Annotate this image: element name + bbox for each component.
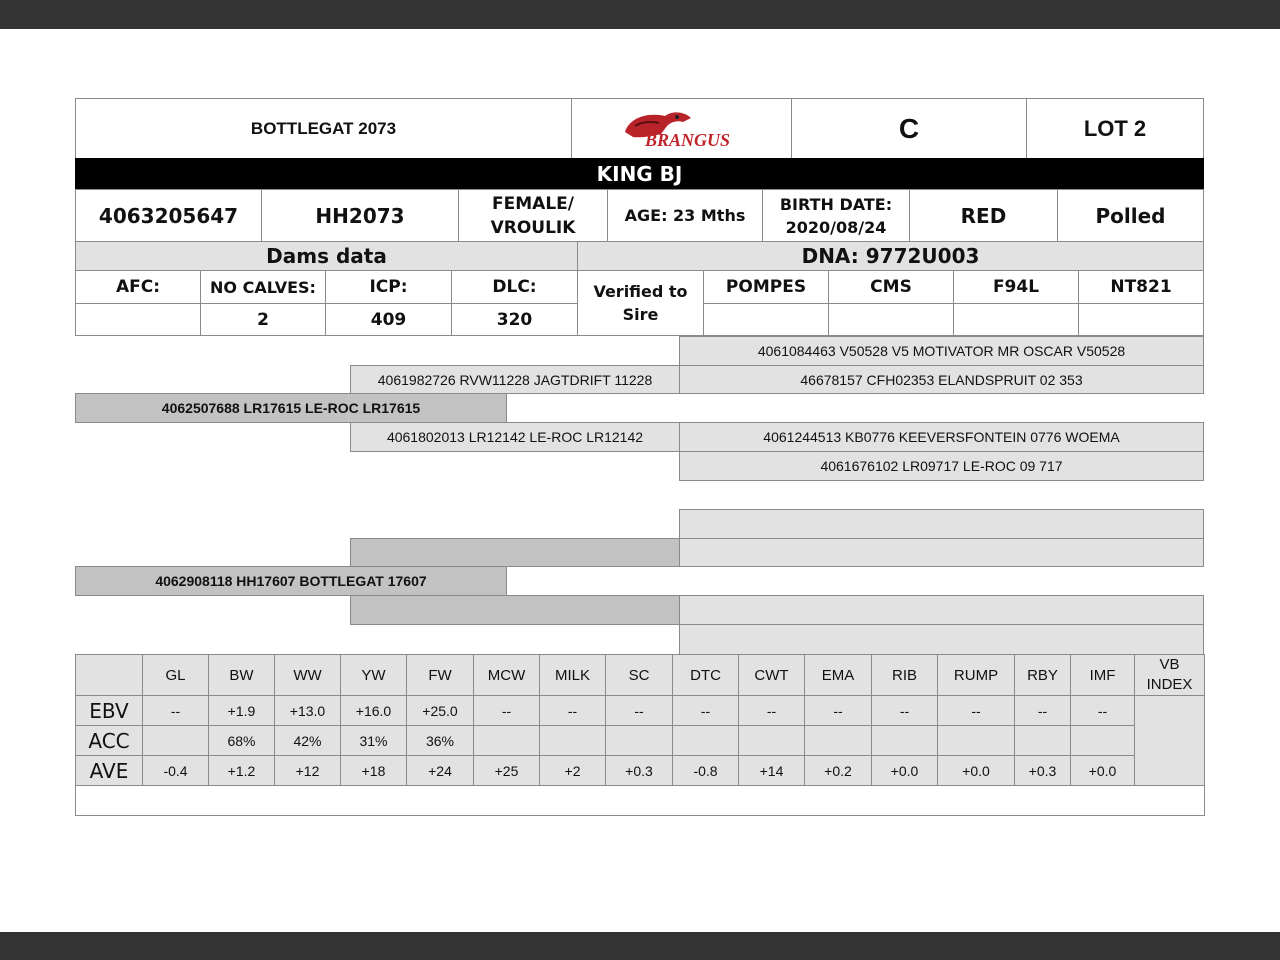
- table-cell: [606, 726, 673, 756]
- table-cell: --: [938, 696, 1015, 726]
- col-header: MILK: [540, 655, 606, 696]
- table-cell: [938, 726, 1015, 756]
- col-header: DTC: [673, 655, 739, 696]
- table-cell: [739, 726, 805, 756]
- table-cell: 31%: [341, 726, 407, 756]
- row-label: ACC: [76, 726, 143, 756]
- afc-header: AFC:: [75, 270, 201, 304]
- brangus-logo: [571, 98, 792, 159]
- afc-value: [75, 303, 201, 336]
- vb-index-value: [1135, 696, 1205, 786]
- table-cell: +24: [407, 756, 474, 786]
- pedigree-dam-dam-sire: [679, 595, 1204, 625]
- pedigree-dam: 4062908118 HH17607 BOTTLEGAT 17607: [75, 566, 507, 596]
- table-cell: [143, 726, 209, 756]
- pedigree-sire-dam-sire: 4061244513 KB0776 KEEVERSFONTEIN 0776 WOEMA: [679, 422, 1204, 452]
- col-header: EMA: [805, 655, 872, 696]
- table-cell: +25: [474, 756, 540, 786]
- icp-value: 409: [325, 303, 452, 336]
- col-header: WW: [275, 655, 341, 696]
- pedigree-sire: 4062507688 LR17615 LE-ROC LR17615: [75, 393, 507, 423]
- table-cell: +0.0: [872, 756, 938, 786]
- ebv-header-row: [76, 655, 1205, 696]
- no-calves-value: 2: [200, 303, 326, 336]
- table-cell: +16.0: [341, 696, 407, 726]
- row-label: AVE: [76, 756, 143, 786]
- table-cell: 68%: [209, 726, 275, 756]
- dlc-value: 320: [451, 303, 578, 336]
- pedigree-sire-dam: 4061802013 LR12142 LE-ROC LR12142: [350, 422, 680, 452]
- col-header: BW: [209, 655, 275, 696]
- col-header: FW: [407, 655, 474, 696]
- table-cell: +0.0: [1071, 756, 1135, 786]
- no-calves-header: NO CALVES:: [200, 270, 326, 304]
- grade-label: C: [791, 98, 1027, 159]
- pedigree-sire-sire-sire: 4061084463 V50528 V5 MOTIVATOR MR OSCAR V50528: [679, 336, 1204, 366]
- row-label: EBV: [76, 696, 143, 726]
- registration-number: 4063205647: [75, 189, 262, 242]
- animal-name: BOTTLEGAT 2073: [75, 98, 572, 159]
- lot-label: LOT 2: [1026, 98, 1204, 159]
- col-header: RBY: [1015, 655, 1071, 696]
- table-cell: [805, 726, 872, 756]
- table-cell: --: [872, 696, 938, 726]
- table-cell: 42%: [275, 726, 341, 756]
- pompes-header: POMPES: [703, 270, 829, 304]
- table-cell: +12: [275, 756, 341, 786]
- horn-status: Polled: [1057, 189, 1204, 242]
- empty-footer-cell: [76, 786, 1205, 816]
- table-cell: 36%: [407, 726, 474, 756]
- table-cell: +0.3: [1015, 756, 1071, 786]
- table-cell: --: [805, 696, 872, 726]
- col-header: SC: [606, 655, 673, 696]
- svg-text:BRANGUS: BRANGUS: [644, 129, 730, 150]
- colour-label: RED: [909, 189, 1058, 242]
- col-header: CWT: [739, 655, 805, 696]
- table-cell: +1.2: [209, 756, 275, 786]
- table-cell: --: [673, 696, 739, 726]
- nt821-value: [1078, 303, 1204, 336]
- table-cell: +14: [739, 756, 805, 786]
- f94l-value: [953, 303, 1079, 336]
- table-cell: --: [606, 696, 673, 726]
- col-header: GL: [143, 655, 209, 696]
- pompes-value: [703, 303, 829, 336]
- pedigree-dam-dam-dam: [679, 624, 1204, 655]
- table-cell: +0.0: [938, 756, 1015, 786]
- pedigree-sire-sire: 4061982726 RVW11228 JAGTDRIFT 11228: [350, 365, 680, 394]
- sex-label: FEMALE/ VROULIK: [458, 189, 608, 242]
- col-header: RIB: [872, 655, 938, 696]
- f94l-header: F94L: [953, 270, 1079, 304]
- table-cell: [1071, 726, 1135, 756]
- birth-date: BIRTH DATE: 2020/08/24: [762, 189, 910, 242]
- col-header: RUMP: [938, 655, 1015, 696]
- table-cell: [872, 726, 938, 756]
- sire-title-bar: KING BJ: [75, 158, 1204, 190]
- table-cell: --: [540, 696, 606, 726]
- col-header: YW: [341, 655, 407, 696]
- ebv-corner-cell: [76, 655, 143, 696]
- ebv-footer-row: [76, 786, 1205, 816]
- ebv-table: [75, 654, 1205, 816]
- table-cell: [1015, 726, 1071, 756]
- table-cell: +18: [341, 756, 407, 786]
- nt821-header: NT821: [1078, 270, 1204, 304]
- table-cell: -0.8: [673, 756, 739, 786]
- table-cell: --: [1015, 696, 1071, 726]
- col-header: MCW: [474, 655, 540, 696]
- table-cell: [540, 726, 606, 756]
- bull-logo-icon: [607, 104, 757, 154]
- dlc-header: DLC:: [451, 270, 578, 304]
- pedigree-dam-sire-dam: [679, 538, 1204, 567]
- pedigree-dam-sire: [350, 538, 680, 567]
- pedigree-dam-sire-sire: [679, 509, 1204, 539]
- top-bar: [0, 0, 1280, 29]
- table-cell: --: [143, 696, 209, 726]
- table-cell: --: [474, 696, 540, 726]
- ebv-row: [76, 696, 1205, 726]
- pedigree-sire-dam-dam: 4061676102 LR09717 LE-ROC 09 717: [679, 451, 1204, 481]
- col-header: IMF: [1071, 655, 1135, 696]
- herd-code: HH2073: [261, 189, 459, 242]
- dams-data-title: Dams data: [75, 241, 578, 271]
- icp-header: ICP:: [325, 270, 452, 304]
- ave-row: [76, 756, 1205, 786]
- table-cell: --: [739, 696, 805, 726]
- acc-row: [76, 726, 1205, 756]
- dna-title: DNA: 9772U003: [577, 241, 1204, 271]
- verified-to-sire: Verified to Sire: [577, 270, 704, 336]
- table-cell: +1.9: [209, 696, 275, 726]
- table-cell: +2: [540, 756, 606, 786]
- cms-header: CMS: [828, 270, 954, 304]
- table-cell: +25.0: [407, 696, 474, 726]
- vb-index-header: VB INDEX: [1135, 655, 1205, 696]
- pedigree-sire-sire-dam: 46678157 CFH02353 ELANDSPRUIT 02 353: [679, 365, 1204, 394]
- table-cell: [673, 726, 739, 756]
- bottom-bar: [0, 932, 1280, 960]
- table-cell: --: [1071, 696, 1135, 726]
- table-cell: -0.4: [143, 756, 209, 786]
- pedigree-dam-dam: [350, 595, 680, 625]
- table-cell: +0.3: [606, 756, 673, 786]
- table-cell: [474, 726, 540, 756]
- table-cell: +0.2: [805, 756, 872, 786]
- cms-value: [828, 303, 954, 336]
- table-cell: +13.0: [275, 696, 341, 726]
- age-label: AGE: 23 Mths: [607, 189, 763, 242]
